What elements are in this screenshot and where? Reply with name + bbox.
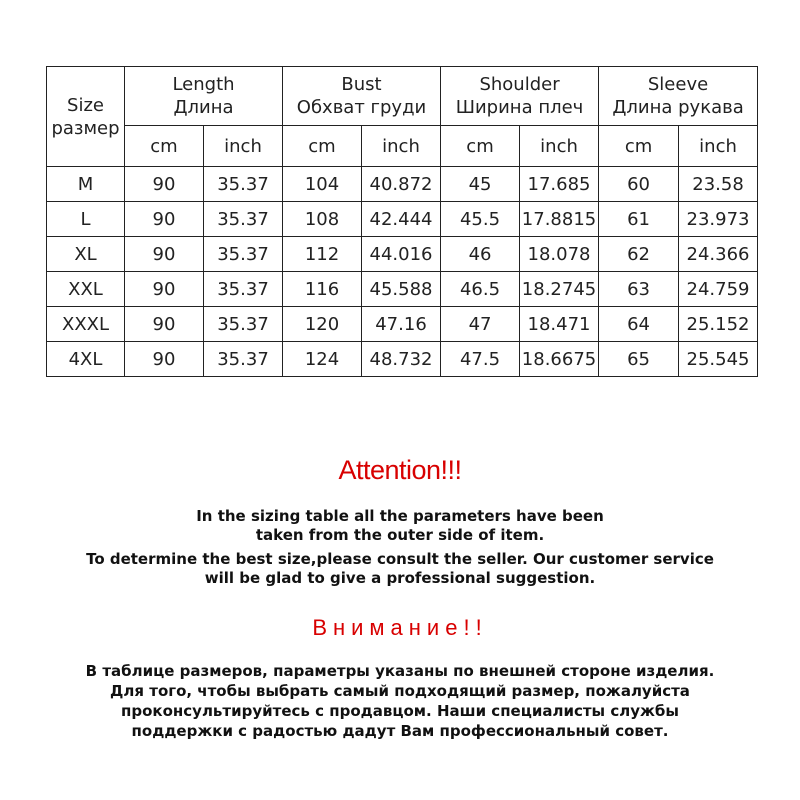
table-cell: 62 [599,237,679,272]
note-line: поддержки с радостью дадут Вам профессиональный совет. [131,722,669,740]
table-cell: 23.58 [679,167,758,202]
table-cell: 35.37 [204,202,283,237]
note-line: В таблице размеров, параметры указаны по внешней стороне изделия. [85,662,715,680]
table-cell: 90 [125,237,204,272]
table-cell: 42.444 [362,202,441,237]
size-header-en: Size [67,94,104,116]
table-cell: 46.5 [441,272,520,307]
consult-note-en [0,550,800,588]
group-header-ru: Длина рукава [612,97,744,118]
group-header-ru: Обхват груди [296,97,427,118]
note-line: To determine the best size,please consult the seller. Our customer service [86,550,714,568]
table-row [47,342,758,377]
table-row [47,167,758,202]
table-cell: 120 [283,307,362,342]
group-header-shoulder [441,67,599,126]
table-cell: 17.8815 [520,202,599,237]
attention-heading-en: Attention!!! [338,455,462,485]
unit-header-cell: inch [520,126,599,167]
size-cell: 4XL [47,342,125,377]
unit-header-cell: cm [599,126,679,167]
table-cell: 90 [125,342,204,377]
unit-header-cell: cm [283,126,362,167]
table-cell: 46 [441,237,520,272]
note-line: проконсультируйтесь с продавцом. Наши специалисты службы [121,702,679,720]
table-cell: 24.366 [679,237,758,272]
group-header-length [125,67,283,126]
table-cell: 18.2745 [520,272,599,307]
size-header-cell [47,67,125,167]
group-header-en: Bust [341,74,382,95]
size-header-ru: размер [51,117,120,139]
size-cell: M [47,167,125,202]
table-cell: 116 [283,272,362,307]
table-cell: 18.6675 [520,342,599,377]
size-cell: XXL [47,272,125,307]
table-cell: 47.5 [441,342,520,377]
note-line: Для того, чтобы выбрать самый подходящий размер, пожалуйста [110,682,690,700]
table-cell: 35.37 [204,307,283,342]
sizing-note-en [0,507,800,545]
table-cell: 90 [125,202,204,237]
table-cell: 45.588 [362,272,441,307]
table-cell: 112 [283,237,362,272]
table-cell: 104 [283,167,362,202]
table-cell: 90 [125,167,204,202]
group-header-en: Length [172,74,235,95]
table-cell: 90 [125,272,204,307]
unit-header-row [47,126,758,167]
note-line: taken from the outer side of item. [255,526,545,544]
table-cell: 23.973 [679,202,758,237]
note-line: In the sizing table all the parameters have been [196,507,604,525]
unit-header-cell: inch [362,126,441,167]
attention-heading-ru: Внимание!! [312,615,488,640]
table-row [47,307,758,342]
table-cell: 64 [599,307,679,342]
table-row [47,202,758,237]
group-header-en: Sleeve [647,74,709,95]
table-cell: 60 [599,167,679,202]
table-cell: 35.37 [204,272,283,307]
table-cell: 45.5 [441,202,520,237]
table-cell: 44.016 [362,237,441,272]
size-cell: L [47,202,125,237]
group-header-bust [283,67,441,126]
table-cell: 61 [599,202,679,237]
table-row [47,272,758,307]
unit-header-cell: inch [204,126,283,167]
unit-header-cell: cm [125,126,204,167]
table-cell: 124 [283,342,362,377]
table-cell: 35.37 [204,342,283,377]
size-chart-table [46,66,758,377]
table-cell: 35.37 [204,167,283,202]
table-cell: 18.471 [520,307,599,342]
table-cell: 40.872 [362,167,441,202]
sizing-note-ru [0,661,800,741]
table-cell: 17.685 [520,167,599,202]
table-cell: 45 [441,167,520,202]
group-header-ru: Ширина плеч [455,97,584,118]
table-cell: 35.37 [204,237,283,272]
table-cell: 63 [599,272,679,307]
table-cell: 18.078 [520,237,599,272]
table-row [47,237,758,272]
table-cell: 47.16 [362,307,441,342]
table-cell: 108 [283,202,362,237]
table-cell: 90 [125,307,204,342]
size-cell: XL [47,237,125,272]
table-cell: 25.152 [679,307,758,342]
note-line: will be glad to give a professional suggestion. [204,569,596,587]
table-cell: 47 [441,307,520,342]
group-header-sleeve [599,67,758,126]
size-cell: XXXL [47,307,125,342]
group-header-ru: Длина [173,97,234,118]
table-cell: 25.545 [679,342,758,377]
table-header-row [47,67,758,126]
table-cell: 48.732 [362,342,441,377]
group-header-en: Shoulder [479,74,560,95]
table-cell: 65 [599,342,679,377]
table-cell: 24.759 [679,272,758,307]
unit-header-cell: inch [679,126,758,167]
unit-header-cell: cm [441,126,520,167]
